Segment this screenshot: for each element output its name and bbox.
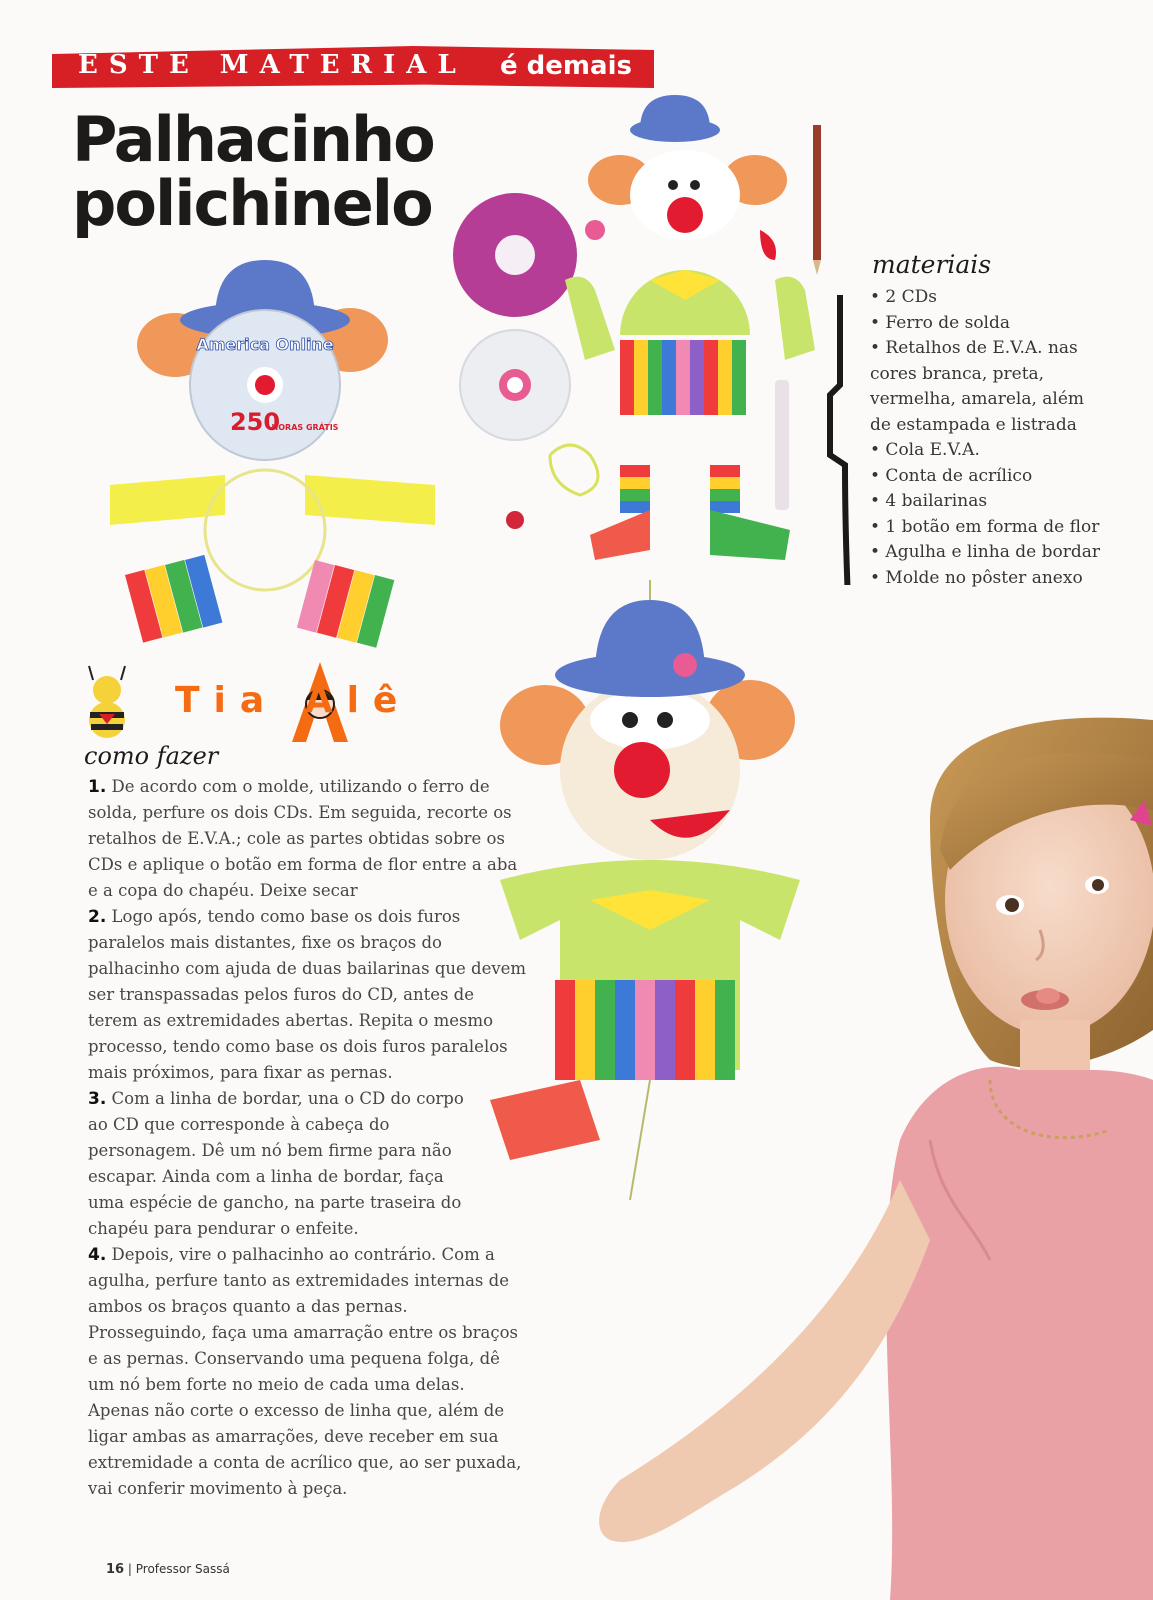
watermark-text: Tia Alê <box>175 680 412 721</box>
how-to-steps <box>88 774 528 1502</box>
title-line-2: polichinelo <box>72 167 432 240</box>
materials-item: • Cola E.V.A. <box>870 440 980 460</box>
page-title <box>72 103 472 240</box>
step-text: De acordo com o molde, utilizando o ferro de solda, perfure os dois CDs. Em seguida, recorte os retalhos de E.V.A.; cole as partes obtidas sobre os CDs e aplique o botão em forma de flor entre a aba e a copa do chapéu. Deixe secar <box>88 777 518 900</box>
banner-label-highlight: é demais <box>500 51 632 81</box>
step-number: 4. <box>88 1245 107 1265</box>
clown-cd-photo <box>105 255 465 695</box>
step-4 <box>88 1242 528 1502</box>
step-number: 3. <box>88 1089 107 1109</box>
materials-heading: materiais <box>872 250 992 279</box>
page-number: 16 <box>106 1562 125 1577</box>
cd-brand-text: America Online <box>196 335 334 354</box>
materials-item: • 4 bailarinas <box>870 491 988 511</box>
step-1 <box>88 774 528 904</box>
materials-item: • Retalhos de E.V.A. nas <box>870 338 1078 358</box>
step-number: 2. <box>88 907 107 927</box>
step-text: Depois, vire o palhacinho ao contrário. Com a agulha, perfure tanto as extremidades internas de ambos os braços quanto a das pernas. Prosseguindo, faça uma amarração entre os braços e as pernas. Conservando uma pequena folga, dê um nó bem forte no meio de cada uma delas. Apenas não corte o excesso de linha que, além de ligar ambas as amarrações, deve receber em sua extremidade a conta de acrílico que, ao ser puxada, vai conferir movimento à peça. <box>88 1245 522 1498</box>
magazine-name: Professor Sassá <box>135 1562 230 1576</box>
cd-sub-text: HORAS GRÁTIS <box>271 423 339 432</box>
how-to-heading: como fazer <box>84 742 219 770</box>
materials-item: de estampada e listrada <box>870 414 1077 435</box>
step-2 <box>88 904 528 1086</box>
materials-item: • Ferro de solda <box>870 312 1011 333</box>
page-footer: 16 | Professor Sassá <box>106 1562 230 1577</box>
materials-item: • 1 botão em forma de flor <box>870 516 1100 537</box>
step-number: 1. <box>88 777 107 797</box>
materials-photo <box>445 95 865 585</box>
step-text: Com a linha de bordar, una o CD do corpo ao CD que corresponde à cabeça do personagem. Dê um nó bem firme para não escapar. Ainda com a linha de bordar, faça uma espécie de gancho, na parte traseira do chapéu para pendurar o enfeite. <box>88 1089 464 1238</box>
materials-item: vermelha, amarela, além <box>870 389 1085 409</box>
section-banner <box>52 46 654 90</box>
materials-item: • Agulha e linha de bordar <box>870 542 1100 562</box>
title-line-1: Palhacinho <box>72 103 434 176</box>
materials-item: • 2 CDs <box>870 287 938 307</box>
step-3 <box>88 1086 478 1242</box>
bee-icon <box>85 660 145 744</box>
materials-item: cores branca, preta, <box>870 363 1045 384</box>
watermark-logo <box>85 660 445 744</box>
materials-item: • Conta de acrílico <box>870 465 1033 486</box>
banner-label: ESTE MATERIAL <box>78 50 467 80</box>
materials-item: • Molde no pôster anexo <box>870 567 1083 588</box>
step-text: Logo após, tendo como base os dois furos paralelos mais distantes, fixe os braços do palhacinho com ajuda de duas bailarinas que devem ser transpassadas pelos furos do CD, antes de terem as extremidades abertas. Repita o mesmo processo, tendo como base os dois furos paralelos mais próximos, para fixar as pernas. <box>88 907 527 1082</box>
cd-number-text: 250 <box>229 408 281 436</box>
materials-list <box>870 285 1110 591</box>
